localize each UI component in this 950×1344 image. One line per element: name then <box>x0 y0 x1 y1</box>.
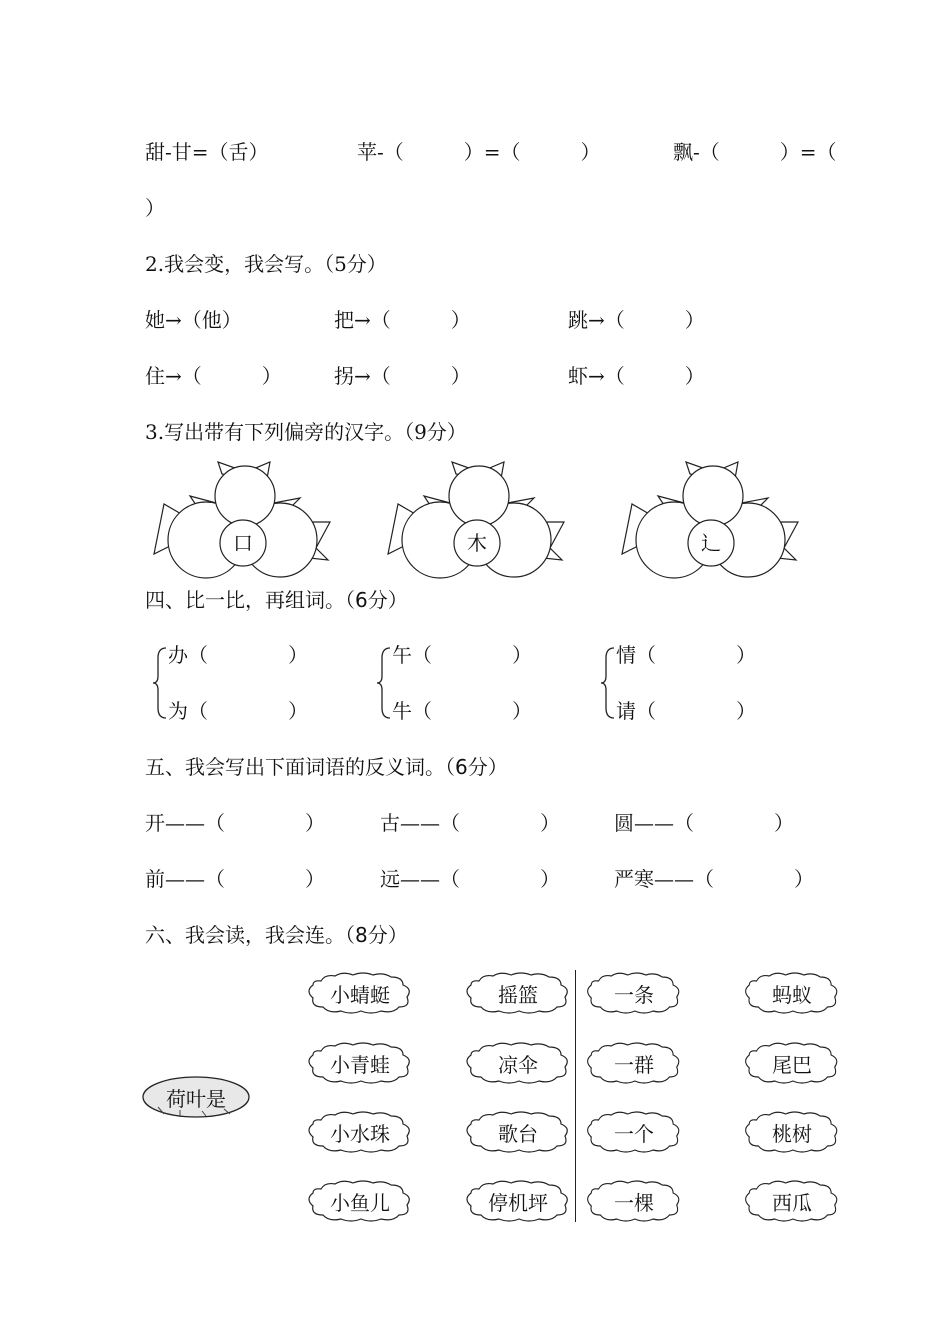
cloud-word[interactable] <box>584 971 684 1015</box>
match-divider <box>575 970 576 1222</box>
q2-item[interactable]: 拐→（ ） <box>334 364 471 388</box>
section-6-title: 六、我会读，我会连。（8分） <box>145 923 408 947</box>
cloud-word[interactable] <box>305 1041 415 1085</box>
cloud-label: 摇篮 <box>498 982 538 1007</box>
cloud-word[interactable] <box>742 1179 842 1223</box>
q2-item: 她→（他） <box>145 308 242 332</box>
cloud-word[interactable] <box>584 1041 684 1085</box>
lotus-leaf[interactable] <box>140 1074 252 1120</box>
compare-word[interactable]: 为（ ） <box>168 699 308 723</box>
cloud-word[interactable] <box>584 1110 684 1154</box>
leaf-label: 荷叶是 <box>166 1086 226 1111</box>
cloud-label: 一个 <box>614 1121 654 1146</box>
cloud-label: 小鱼儿 <box>330 1190 390 1215</box>
antonym-item[interactable]: 圆——（ ） <box>614 811 794 835</box>
cloud-label: 一条 <box>614 982 654 1007</box>
flower-radical-3[interactable] <box>618 460 800 582</box>
q2-title: 2.我会变，我会写。（5分） <box>145 252 387 276</box>
cloud-word[interactable] <box>742 1041 842 1085</box>
radical-label: 木 <box>467 531 487 555</box>
q3-title: 3.写出带有下列偏旁的汉字。（9分） <box>145 420 467 444</box>
q2-item[interactable]: 把→（ ） <box>334 308 471 332</box>
antonym-item[interactable]: 开——（ ） <box>145 811 325 835</box>
decompose-item-3-cont: ） <box>145 196 165 220</box>
flower-icon <box>618 460 800 582</box>
cloud-label: 小青蛙 <box>330 1052 390 1077</box>
antonym-item[interactable]: 严寒——（ ） <box>614 867 814 891</box>
flower-icon <box>150 460 332 582</box>
cloud-word[interactable] <box>463 1041 573 1085</box>
brace-icon <box>600 646 616 720</box>
decompose-item-2[interactable]: 苹-（ ）=（ ） <box>357 140 601 164</box>
compare-word[interactable]: 牛（ ） <box>392 699 532 723</box>
compare-word[interactable]: 情（ ） <box>616 643 756 667</box>
q2-item[interactable]: 虾→（ ） <box>568 364 705 388</box>
cloud-label: 尾巴 <box>772 1052 812 1077</box>
q2-item[interactable]: 住→（ ） <box>145 364 282 388</box>
cloud-label: 歌台 <box>498 1121 538 1146</box>
cloud-word[interactable] <box>305 1110 415 1154</box>
section-5-title: 五、我会写出下面词语的反义词。（6分） <box>145 755 508 779</box>
cloud-word[interactable] <box>463 1179 573 1223</box>
cloud-word[interactable] <box>742 971 842 1015</box>
compare-word[interactable]: 办（ ） <box>168 643 308 667</box>
flower-radical-1[interactable] <box>150 460 332 582</box>
cloud-label: 停机坪 <box>488 1190 548 1215</box>
cloud-label: 桃树 <box>772 1121 812 1146</box>
cloud-label: 一群 <box>614 1052 654 1077</box>
decompose-item-3[interactable]: 飘-（ ）=（ <box>673 140 837 164</box>
antonym-item[interactable]: 前——（ ） <box>145 867 325 891</box>
q2-item[interactable]: 跳→（ ） <box>568 308 705 332</box>
cloud-word[interactable] <box>463 1110 573 1154</box>
cloud-label: 一棵 <box>614 1190 654 1215</box>
cloud-label: 小水珠 <box>330 1121 390 1146</box>
antonym-item[interactable]: 古——（ ） <box>380 811 560 835</box>
brace-icon <box>152 646 168 720</box>
cloud-word[interactable] <box>305 1179 415 1223</box>
brace-icon <box>376 646 392 720</box>
radical-label: 辶 <box>701 531 721 555</box>
decompose-item-1: 甜-甘=（舌） <box>145 140 269 164</box>
radical-label: 口 <box>233 531 253 555</box>
cloud-word[interactable] <box>305 971 415 1015</box>
flower-icon <box>384 460 566 582</box>
cloud-word[interactable] <box>584 1179 684 1223</box>
antonym-item[interactable]: 远——（ ） <box>380 867 560 891</box>
cloud-label: 蚂蚁 <box>772 982 812 1007</box>
cloud-label: 凉伞 <box>498 1052 538 1077</box>
cloud-word[interactable] <box>742 1110 842 1154</box>
cloud-label: 西瓜 <box>772 1190 812 1215</box>
flower-radical-2[interactable] <box>384 460 566 582</box>
section-4-title: 四、比一比，再组词。（6分） <box>145 588 408 612</box>
cloud-word[interactable] <box>463 971 573 1015</box>
compare-word[interactable]: 请（ ） <box>616 699 756 723</box>
compare-word[interactable]: 午（ ） <box>392 643 532 667</box>
cloud-label: 小蜻蜓 <box>330 982 390 1007</box>
